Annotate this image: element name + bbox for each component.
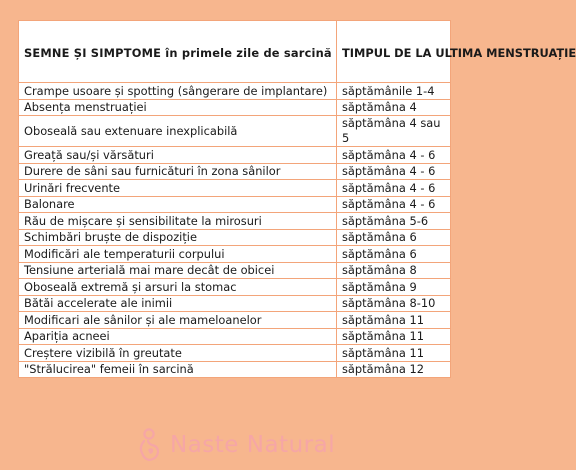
week-cell: săptămâna 4 - 6 — [337, 196, 451, 213]
table-row — [19, 328, 451, 345]
symptom-cell: Apariția acneei — [19, 328, 337, 345]
symptom-cell: "Strălucirea" femeii în sarcină — [19, 361, 337, 378]
table-row — [19, 312, 451, 329]
symptom-cell: Absența menstruației — [19, 99, 337, 116]
symptom-cell: Tensiune arterială mai mare decât de obicei — [19, 262, 337, 279]
table-row — [19, 147, 451, 164]
symptom-cell: Oboseală sau extenuare inexplicabilă — [19, 116, 337, 147]
symptoms-table — [18, 20, 576, 378]
symptom-cell: Bătăi accelerate ale inimii — [19, 295, 337, 312]
table-row — [19, 246, 451, 263]
week-cell: săptămâna 4 - 6 — [337, 163, 451, 180]
week-cell: săptămâna 6 — [337, 229, 451, 246]
week-cell: săptămâna 8-10 — [337, 295, 451, 312]
table-row — [19, 163, 451, 180]
timing-column-header: TIMPUL DE LA ULTIMA MENSTRUAȚIE — [337, 21, 451, 83]
table-row — [19, 262, 451, 279]
week-cell: săptămâna 4 sau 5 — [337, 116, 451, 147]
symptom-cell: Durere de sâni sau furnicături în zona sânilor — [19, 163, 337, 180]
week-cell: săptămâna 4 - 6 — [337, 180, 451, 197]
week-cell: săptămâna 8 — [337, 262, 451, 279]
brand-watermark — [136, 428, 335, 462]
week-cell: săptămâna 9 — [337, 279, 451, 296]
table-row — [19, 229, 451, 246]
pregnant-woman-icon — [136, 428, 162, 462]
symptom-cell: Urinări frecvente — [19, 180, 337, 197]
table-row — [19, 213, 451, 230]
symptom-cell: Rău de mișcare și sensibilitate la mirosuri — [19, 213, 337, 230]
table-row — [19, 196, 451, 213]
week-cell: săptămâna 5-6 — [337, 213, 451, 230]
week-cell: săptămâna 6 — [337, 246, 451, 263]
week-cell: săptămâna 4 - 6 — [337, 147, 451, 164]
table-row — [19, 361, 451, 378]
brand-name: Naste Natural — [170, 432, 336, 458]
table-row — [19, 99, 451, 116]
symptom-cell: Greață sau/și vărsături — [19, 147, 337, 164]
table-row — [19, 345, 451, 362]
symptom-cell: Schimbări bruște de dispoziție — [19, 229, 337, 246]
symptom-cell: Oboseală extremă și arsuri la stomac — [19, 279, 337, 296]
week-cell: săptămâna 11 — [337, 328, 451, 345]
week-cell: săptămâna 11 — [337, 312, 451, 329]
week-cell: săptămâna 4 — [337, 99, 451, 116]
symptom-cell: Balonare — [19, 196, 337, 213]
week-cell: săptămânile 1-4 — [337, 83, 451, 100]
table-row — [19, 180, 451, 197]
table-row — [19, 116, 451, 147]
table-header-row — [19, 21, 451, 83]
table-row — [19, 279, 451, 296]
symptoms-column-header: SEMNE ȘI SIMPTOME în primele zile de sarcină — [19, 21, 337, 83]
symptom-cell: Crampe usoare și spotting (sângerare de implantare) — [19, 83, 337, 100]
week-cell: săptămâna 12 — [337, 361, 451, 378]
symptom-cell: Creștere vizibilă în greutate — [19, 345, 337, 362]
table-row — [19, 295, 451, 312]
symptom-cell: Modificări ale temperaturii corpului — [19, 246, 337, 263]
table-row — [19, 83, 451, 100]
symptom-cell: Modificari ale sânilor și ale mameloanelor — [19, 312, 337, 329]
week-cell: săptămâna 11 — [337, 345, 451, 362]
